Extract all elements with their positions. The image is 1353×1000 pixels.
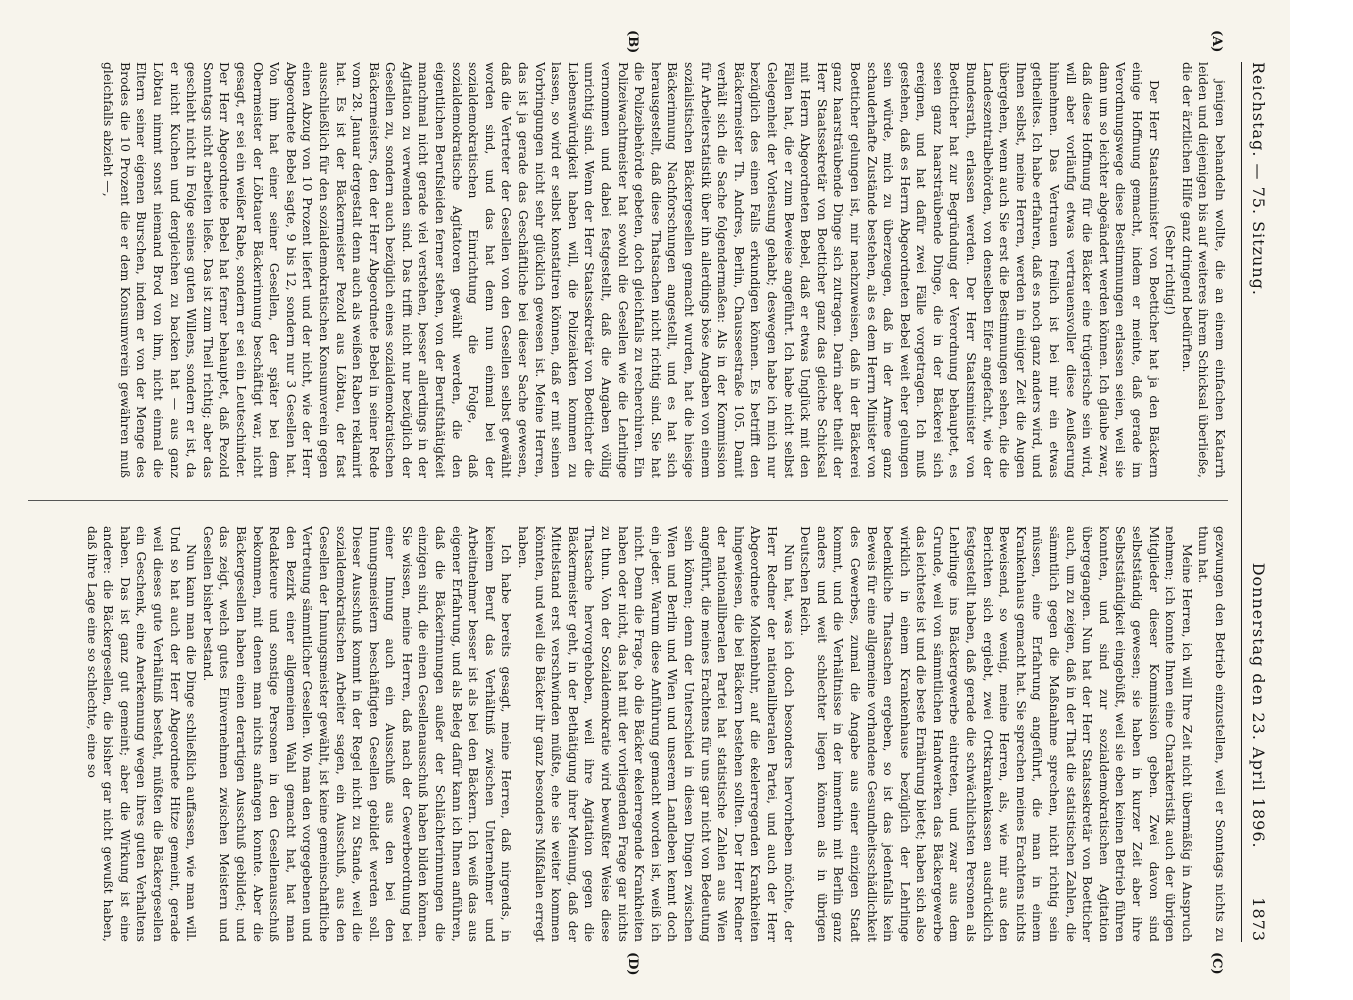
paragraph: Nun hat, was ich doch besonders hervorheben möchte, der Herr Redner der nationalliberalen Partei, und auch der Herr Abgeordnete Molkenbuhr, auf die ekelerregenden Krankheiten hingewiesen, die bei Bäckern bestehen sollten. Der Herr Redner der nationalliberalen Partei hat statistische Zahlen aus Wien angeführt, die meines Erachtens für uns gar nicht von Bedeutung sein können; denn der Unterschied in diesen Dingen zwischen Wien und Berlin und Wien und unserem Landleben kennt doch ein jeder. Warum diese Anführung gemacht worden ist, weiß ich nicht. Denn die Frage, ob die Bäcker ekelerregende Krankheiten haben oder nicht, das hat mit der vorliegenden Frage gar nichts zu thun. Von der Sozialdemokratie wird bewußter Weise diese Thatsache hervorgehoben, weil ihre Agitation gegen die Bäckermeister geht, in der Bethätigung ihrer Meinung, daß der Mittelstand erst verschwinden müßte, ehe sie weiter kommen könnten, und weil die Bäcker ihr ganz besonders Mißfallen erregt haben.: [516, 526, 797, 942]
paragraph: Nun kann man die Dinge schließlich auffassen, wie man will. Und so hat auch der Herr Abgeordnete Hitze gemeint, gerade weil dieses gute Verhältniß besteht, müßten die Bäckergesellen ein Geschenk, eine Anerkennung wegen ihres guten Verhaltens haben. Das ist ganz gut gemeint; aber die Wirkung ist eine andere: die Bäckergesellen, die bisher gar nicht gewußt haben, daß ihre Lage eine so schlechte, eine so: [84, 526, 200, 942]
page-number: 1873: [1249, 897, 1268, 942]
paragraph: jenigen behandeln wollte, die an einem einfachen Katarrh leiden und diejenigen bis auf weiteres ihrem Schicksal überließe, die der ärztlichen Hilfe ganz dringend bedürften.: [1179, 62, 1228, 478]
paragraph: gezwungen den Betrieb einzustellen, weil er Sonntags nichts zu thun hat.: [1196, 526, 1228, 942]
paragraph: Ich habe bereits gesagt, meine Herren, daß nirgends, in keinem Beruf das Verhältniß zwischen Unternehmer und Arbeitnehmer besser ist als bei den Bäckern. Ich weiß das aus eigener Erfahrung, und als Beleg dafür kann ich Ihnen anführen, daß die Bäckerinnungen außer der Schlächterinnungen die einzigen sind, die einen Gesellenausschuß haben bilden können. Sie wissen, meine Herren, daß nach der Gewerbeordnung bei einer Innung auch ein Ausschuß aus den bei den Innungsmeistern beschäftigten Gesellen gebildet werden soll. Dieser Ausschuß kommt in der Regel nicht zu Stande, weil die sozialdemokratischen Arbeiter sagen, ein Ausschuß, aus den Gesellen der Innungsmeister gewählt, ist keine gemeinschaftliche Vertretung sämmtlicher Gesellen. Wo man den vorgegebenen und den Bezirk einer allgemeinen Wahl gemacht hat, hat man Redakteure und sonstige Personen in den Gesellenausschuß bekommen, mit denen man nichts anfangen konnte. Aber die Bäckergesellen haben einen derartigen Ausschuß gebildet; und das zeigt, welch gutes Einvernehmen zwischen Meistern und Gesellen bisher bestand.: [200, 526, 515, 942]
date-and-page: [1249, 563, 1268, 942]
session-date: Donnerstag den 23. April 1896.: [1249, 562, 1268, 849]
paragraph: Der Herr Staatsminister von Boetticher hat ja den Bäckern einige Hoffnung gemacht, indem er meinte, daß gerade im Verordnungswege diese Bestimmungen erlassen seien, weil sie dann um so leichter abgeändert werden können. Ich glaube zwar, daß diese Hoffnung für die Bäcker eine trügerische sein wird, will aber vorläufig etwas vertrauensvoller diese Aeußerung hinnehmen. Das Vertrauen freilich ist bei mir ein etwas getheiltes. Ich habe erfahren, daß es noch ganz anders wird, und Ihnen selbst, meine Herren, werden in einiger Zeit die Augen übergehen, wenn auch Sie erst die Bestimmungen sehen, die die Landeszentralbehörden, von denselben Eifer angefacht, wie der Bundesrath, erlassen werden. Der Herr Staatsminister von Boetticher hat zur Begründung der Verordnung behauptet, es seien ganz haarsträubende Dinge, die in der Bäckerei sich ereignen, und hat dafür zwei Fälle vorgetragen. Ich muß gestehen, daß es Herrn Abgeordneten Bebel weit eher gelungen sein würde, mich zu überzeugen, daß in der Armee ganz schauderhafte Zustände bestehen, als es dem Herrn Minister von Boetticher gelungen ist, mir nachzuweisen, daß in der Bäckerei ganz haarsträubende Dinge sich zutragen. Darin aber theilt der Herr Staatssekretär von Boetticher ganz das gleiche Schicksal mit Herrn Abgeordneten Bebel, daß er etwas Unglück mit den Fällen hat, die er zum Beweise angeführt. Ich habe nicht selbst Gelegenheit der Vorlesung gehabt; deswegen habe ich mich nur bezüglich des einen Falls erkundigen können. Es betrifft den Bäckermeister Th. Andres, Berlin, Chausseestraße 105. Damit verhält sich die Sache folgendermaßen: Als in der Kommission für Arbeiterstatistik über ihn allerdings böse Angaben von einem sozialistischen Bäckergesellen gemacht wurden, hat die hiesige Bäckerinnung Nachforschungen angestellt, und es hat sich herausgestellt, daß diese Thatsachen nicht richtig sind. Sie hat die Polizeibehörde gebeten, doch gleichfalls zu recherchiren. Ein Polizeiwachtmeister hat sowohl die Gesellen wie die Lehrlinge vernommen und dabei festgestellt, daß die Angaben völlig unrichtig sind. Wenn der Herr Staatssekretär von Boetticher die Liebenswürdigkeit haben will, die Polizeiakten kommen zu lassen, so wird er selbst konstatiren können, daß er mit seinen Vorbringungen nicht sehr glücklich gewesen ist. Meine Herren, das ist ja gerade das Geschäftliche bei dieser Sache gewesen, daß die Vertreter der Gesellen von den Gesellen selbst gewählt worden sind, und das hat denn nun einmal bei der sozialdemokratischen Einrichtung die Folge, daß sozialdemokratische Agitatoren gewählt werden, die den eigentlichen Berufsleiden ferner stehen, von der Berufsthätigkeit manchmal nicht gerade viel verstehen, besser allerdings in der Agitation zu verwenden sind. Das trifft nicht nur bezüglich der Gesellen zu, sondern auch bezüglich eines sozialdemokratischen Bäckermeisters, den der Herr Abgeordnete Bebel in seiner Rede vom 28. Januar dergestalt denn auch als weißen Raben reklamirt hat. Es ist der Bäckermeister Pezold aus Löbtau, der fast ausschließlich für den sozialdemokratischen Konsumverein gegen einen Abzug von 10 Prozent liefert und der nicht, wie der Herr Abgeordnete Bebel sagte, 9 bis 12, sondern nur 3 Gesellen hat. Von ihm hat einer seiner Gesellen, der später bei dem Obermeister der Löbtauer Bäckerinnung beschäftigt war, nicht gesagt, er sei ein weißer Rabe, sondern er sei ein Leuteschinder. Der Herr Abgeordnete Bebel hat ferner behauptet, daß Pezold Sonntags nicht arbeiten ließe. Das ist zum Theil richtig; aber das geschieht nicht in Folge seines guten Willens, sondern er ist, da er nicht Kuchen und dergleichen zu backen hat — aus ganz Löbtau nimmt sonst niemand Brod von ihm, nicht einmal die Eltern seiner eigenen Burschen, indem er von der Menge des Brodes die 10 Prozent die er dem Konsumverein gewähren muß gleichfalls abzieht —,: [101, 62, 1162, 478]
paragraph: Meine Herren, ich will Ihre Zeit nicht übermäßig in Anspruch nehmen; ich konnte Ihnen eine Charakteristik auch der übrigen Mitglieder dieser Kommission geben. Zwei davon sind selbstständig gewesen; sie haben in kurzer Zeit aber ihre Selbstständigkeit eingebüßt, weil sie eben keinen Betrieb führen konnten, und sind zur sozialdemokratischen Agitation übergegangen. Nun hat der Herr Staatssekretär von Boetticher auch, um zu zeigen, daß in der That die statistischen Zahlen, die sämmtlich gegen die Maßnahme sprechen, nicht richtig sein müssen, eine Erfahrung angeführt, die man in einem Krankenhaus gemacht hat. Sie sprechen meines Erachtens nichts Beweisend, so wenig, meine Herren, als, wie mir aus den Berichten sich ergiebt, zwei Ortskrankenkassen ausdrücklich festgestellt haben, daß gerade die schwächlichsten Personen als Lehrlinge ins Bäckergewerbe eintreten, und zwar aus dem Grunde, weil von sämmtlichen Handwerken das Bäckergewerbe das leichteste ist und die beste Ernährung bietet; haben sich also wirklich in einem Krankenhause bezüglich der Lehrlinge bedenkliche Thatsachen ergeben, so ist das jedenfalls kein Beweis für eine allgemeine vorhandene Gesundheitsschädlichkeit des Gewerbes, zumal die Angabe aus einer einzigen Stadt kommt, und die Verhältnisse in der immerhin mit Berlin ganz anders und weit schlechter liegen können als in übrigen Deutschen Reich.: [798, 526, 1195, 942]
margin-marker-b: (B): [625, 30, 640, 54]
margin-marker-d: (D): [625, 952, 640, 976]
session-title: Reichstag. — 75. Sitzung.: [1249, 62, 1268, 296]
margin-marker-c: (C): [1209, 952, 1224, 975]
running-head: [1241, 62, 1276, 942]
margin-marker-a: (A): [1209, 30, 1224, 53]
column-divider: [28, 500, 1228, 501]
left-text-column: [18, 62, 1228, 478]
right-text-column: [18, 526, 1228, 942]
interjection: (Sehr richtig!): [1163, 225, 1179, 315]
